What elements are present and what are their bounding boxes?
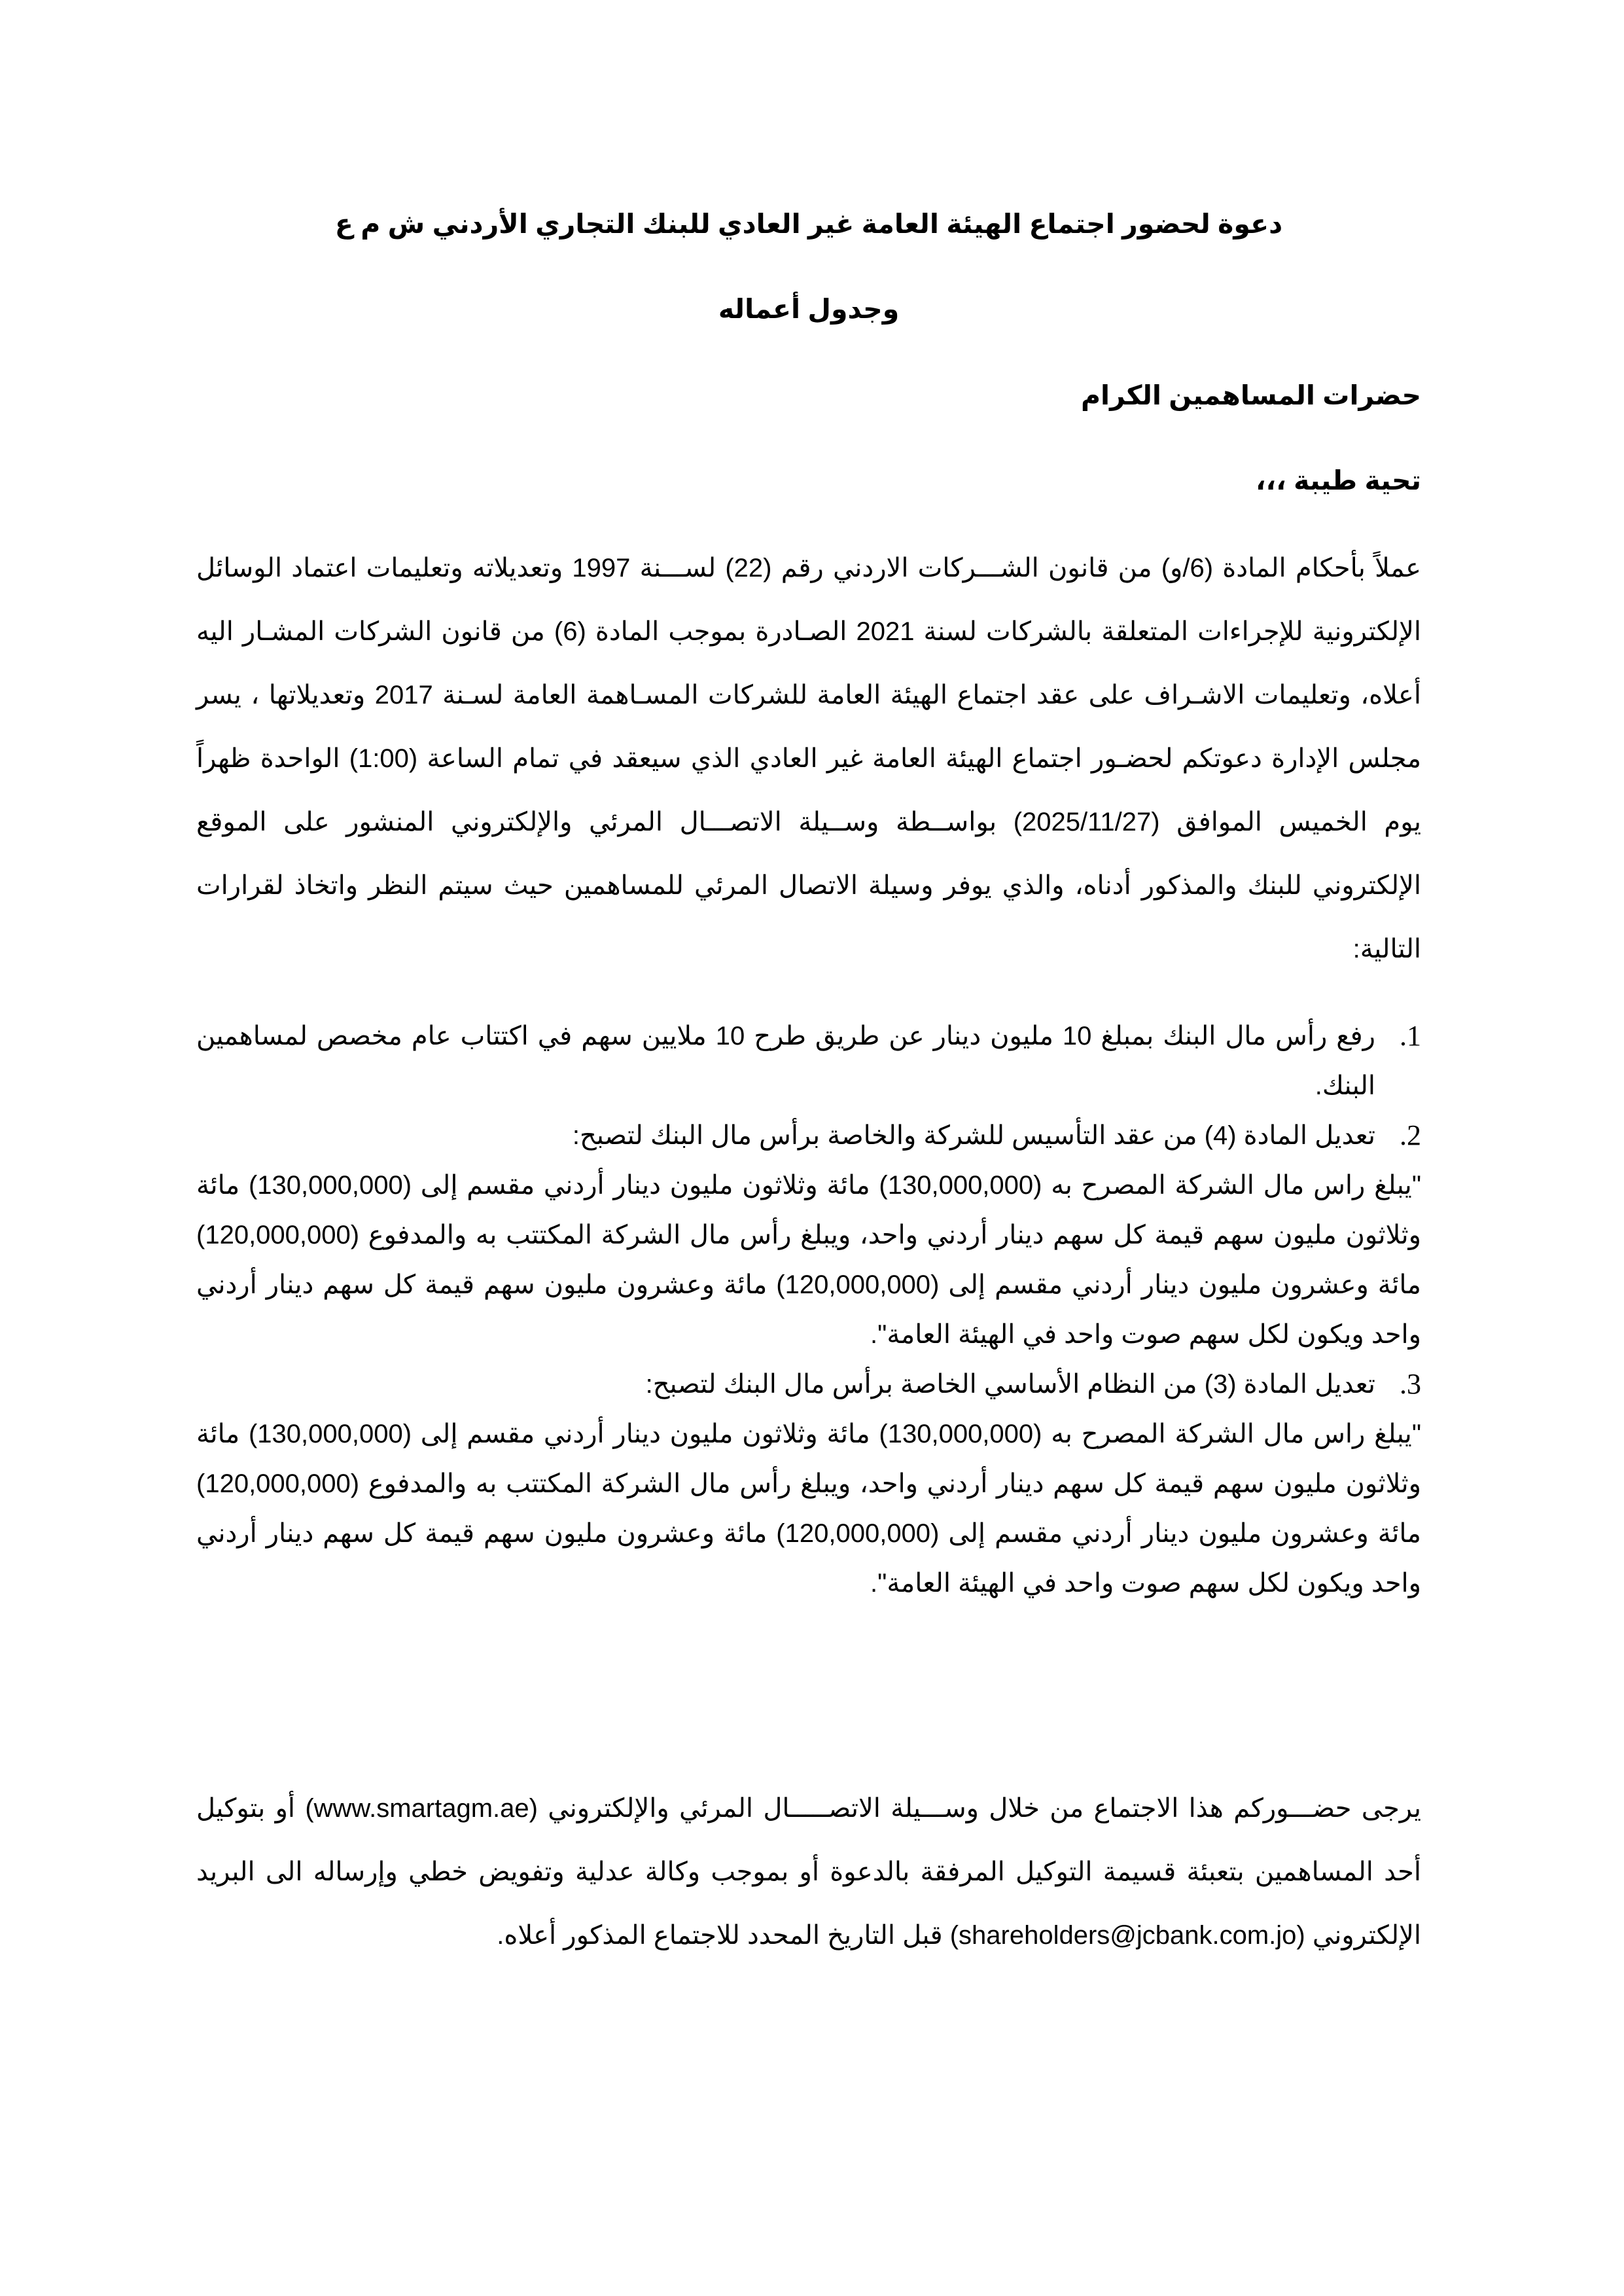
resolution-number: 2.	[1400, 1119, 1421, 1151]
intro-paragraph: عملاً بأحكام المادة (6/و) من قانون الشـــركات الاردني رقم (22) لســـنة 1997 وتعديلاته وتعليمات اعتماد الوسائل الإلكترونية للإجراءات المتعلقة بالشركات لسنة 2021 الصـادرة بموجب المادة (6) من قانون الشركات المشـار اليه أعلاه، وتعليمات الاشـراف على عقد اجتماع الهيئة العامة للشركات المسـاهمة العامة لسـنة 2017 وتعديلاتها ، يسر مجلس الإدارة دعوتكم لحضـور اجتماع الهيئة العامة غير العادي الذي سيعقد في تمام الساعة (1:00) الواحدة ظهراً يوم الخميس الموافق (2025/11/27) بواســطة وســيلة الاتصـــال المرئي والإلكتروني المنشور على الموقع الإلكتروني للبنك والمذكور أدناه، والذي يوفر وسيلة الاتصال المرئي للمساهمين حيث سيتم النظر واتخاذ لقرارات التالية:	[196, 554, 1422, 963]
resolution-item	[196, 1111, 1421, 1160]
document-subtitle: وجدول أعماله	[718, 294, 900, 324]
resolution-number: 3.	[1400, 1368, 1421, 1400]
resolutions-list	[196, 1011, 1421, 1608]
resolution-number: 1.	[1400, 1020, 1421, 1052]
salutation-addressee: حضرات المساهمين الكرام	[1081, 380, 1421, 410]
resolution-text: تعديل المادة (4) من عقد التأسيس للشركة والخاصة برأس مال البنك لتصبح:	[572, 1121, 1375, 1150]
resolution-text: رفع رأس مال البنك بمبلغ 10 مليون دينار عن طريق طرح 10 ملايين سهم في اكتتاب عام مخصص لمساهمين البنك.	[196, 1022, 1375, 1100]
resolution-text: تعديل المادة (3) من النظام الأساسي الخاصة برأس مال البنك لتصبح:	[645, 1370, 1375, 1399]
resolution-quote: "يبلغ راس مال الشركة المصرح به (130,000,000) مائة وثلاثون مليون دينار أردني مقسم إلى (130,000,000) مائة وثلاثون مليون سهم قيمة كل سهم دينار أردني واحد، ويبلغ رأس مال الشركة المكتتب به والمدفوع (120,000,000) مائة وعشرون مليون دينار أردني مقسم إلى (120,000,000) مائة وعشرون مليون سهم قيمة كل سهم دينار أردني واحد ويكون لكل سهم صوت واحد في الهيئة العامة".	[196, 1171, 1422, 1349]
resolution-quote: "يبلغ راس مال الشركة المصرح به (130,000,000) مائة وثلاثون مليون دينار أردني مقسم إلى (130,000,000) مائة وثلاثون مليون سهم قيمة كل سهم دينار أردني واحد، ويبلغ رأس مال الشركة المكتتب به والمدفوع (120,000,000) مائة وعشرون مليون دينار أردني مقسم إلى (120,000,000) مائة وعشرون مليون سهم قيمة كل سهم دينار أردني واحد ويكون لكل سهم صوت واحد في الهيئة العامة".	[196, 1420, 1422, 1598]
closing-paragraph: يرجى حضـــوركم هذا الاجتماع من خلال وســـيلة الاتصـــــال المرئي والإلكتروني (www.smartagm.ae) أو بتوكيل أحد المساهمين بتعبئة قسيمة التوكيل المرفقة بالدعوة أو بموجب وكالة عدلية وتفويض خطي وإرساله الى البريد الإلكتروني (shareholders@jcbank.com.jo) قبل التاريخ المحدد للاجتماع المذكور أعلاه.	[196, 1794, 1421, 1950]
resolution-item	[196, 1359, 1421, 1409]
document-title: دعوة لحضور اجتماع الهيئة العامة غير العادي للبنك التجاري الأردني ش م ع	[334, 209, 1283, 239]
salutation-greeting: تحية طيبة ،،،	[1255, 465, 1421, 495]
resolution-item	[196, 1011, 1421, 1111]
